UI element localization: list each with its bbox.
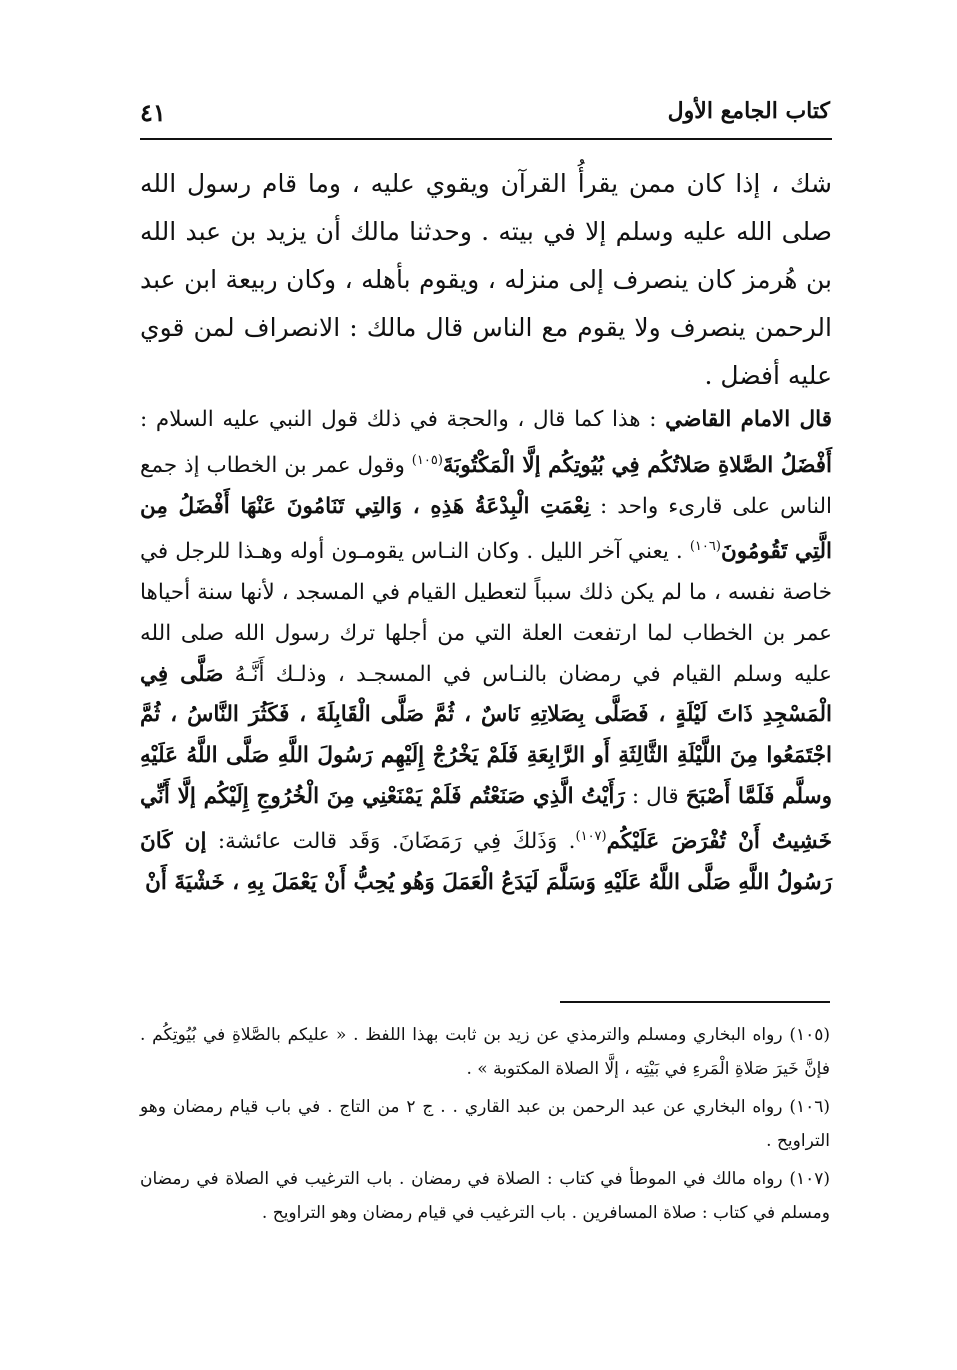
footnote-number: (١٠٧) (789, 1169, 830, 1189)
text-run: . يعني آخر الليل . وكان النـاس يقومـون أوله وهـذا للرجل في خاصة نفسه ، ما لم يكن ذلك سبباً لتعطيل القيام في المسجد ، لأنها سنة أحياها عمر بن الخطاب لما ارتفعت العلة التي من أجلها ترك رسول الله صلى الله عليه وسلم القيام في رمضان بالنـاس في المسجـد ، وذلـك أَنَّـهُ (140, 539, 832, 687)
hadith-quote: أَفْضَلُ الصَّلاةِ صَلاتُكُم فِي بُيُوتِكُم إلَّا الْمَكْتُوبَةَ (442, 452, 833, 478)
text-run: قال : (624, 783, 686, 809)
footnote-ref: (١٠٧) (575, 829, 607, 845)
text-run: : هذا كما قال ، والحجة في ذلك قول النبي عليه السلام : (140, 407, 666, 432)
footnote-106 (140, 1090, 830, 1158)
footnote-ref: (١٠٥) (411, 452, 443, 468)
footnote-text: رواه البخاري عن عبد الرحمن بن عبد القاري . . ج ٢ من التاج . في باب قيام رمضان وهو التراويح . (140, 1097, 830, 1151)
footnote-rule (560, 1001, 830, 1003)
speaker-heading: قال الامام القاضي (665, 407, 832, 432)
hadith-quote: نِعْمَتِ الْبِدْعَةُ هَذِهِ ، وَالتِي تَنَامُونَ عَنْهَا أَفْضَلُ مِن الَّتِي تَقُومُونَ (140, 493, 832, 565)
paragraph-2 (140, 400, 832, 904)
main-text (140, 160, 832, 904)
footnotes (140, 1018, 830, 1234)
book-title: كتاب الجامع الأول (667, 98, 830, 124)
footnote-107 (140, 1162, 830, 1230)
footnote-text: رواه البخاري ومسلم والترمذي عن زيد بن ثابت بهذا اللفظ . « عليكم بالصَّلاةِ في بُيُوتِكُم . فإنَّ خَيرَ صَلاةِ الْمَرءِ في بَيْتِه ، إلَّا الصلاة المكتوبة » . (140, 1025, 830, 1079)
hadith-quote: إن كَانَ رَسُولُ اللَّهِ صَلَّى اللَّهُ عَلَيْهِ وَسَلَّمَ لَيَدَعُ الْعَمَلَ وَهُو يُحِبُّ أَنْ يَعْمَلَ بِهِ ، خَشْيَةَ أَنْ (140, 829, 832, 896)
footnote-ref: (١٠٦) (689, 539, 721, 555)
footnote-number: (١٠٥) (789, 1025, 830, 1045)
hadith-quote: رَأَيْتُ الَّذِي صَنَعْتُم فَلَمْ يَمْنَعْنِي مِنَ الْخُرُوجِ إِلَيْكُم إلَّا أَنِّي خَشِيتُ أَنْ تُفْرَضَ عَلَيْكُم (140, 783, 833, 855)
footnote-number: (١٠٦) (789, 1097, 831, 1117)
footnote-105 (140, 1018, 830, 1086)
footnote-text: رواه مالك في الموطأ في كتاب : الصلاة في رمضان . باب الترغيب في الصلاة في رمضان ومسلم في كتاب : صلاة المسافرين . باب الترغيب في قيام رمضان وهو التراويح . (140, 1169, 830, 1223)
text-run: وقول عمر بن الخطاب إذ جمع الناس على قارىء واحد : (140, 452, 832, 519)
hadith-quote: صَلَّى فِي الْمَسْجِدِ ذَاتَ لَيْلَةٍ ، فَصَلَّى بِصَلاتِهِ نَاسٌ ، ثُمَّ صَلَّى الْقَابِلَةَ ، فَكَثُرَ النَّاسُ ، ثُمَّ اجْتَمَعُوا مِنَ اللَّيْلَةِ الثَّالِثَةِ أَو الرَّابِعَةِ فَلَمْ يَخْرُجْ إِلَيْهِم رَسُولَ اللَّهِ صَلَّى اللَّهُ عَلَيْهِ وسلَّم فَلَمَّا أَصْبَحَ (140, 661, 832, 809)
running-header (140, 98, 830, 138)
paragraph-1: شك ، إذا كان ممن يقرأُ القرآن ويقوي عليه ، وما قام رسول الله صلى الله عليه وسلم إلا في بيته . وحدثنا مالك أن يزيد بن عبد الله بن هُرمز كان ينصرف إلى منزله ، ويقوم بأهله ، وكان ربيعة ابن عبد الرحمن ينصرف ولا يقوم مع الناس قال مالك : الانصراف لمن قوي عليه أفضل . (140, 169, 832, 390)
header-rule (140, 138, 832, 140)
page-number: ٤١ (140, 98, 166, 127)
text-run: . وَذَلكَ فِي رَمَضَانَ. وَقَد قالت عائشة: (206, 829, 576, 855)
